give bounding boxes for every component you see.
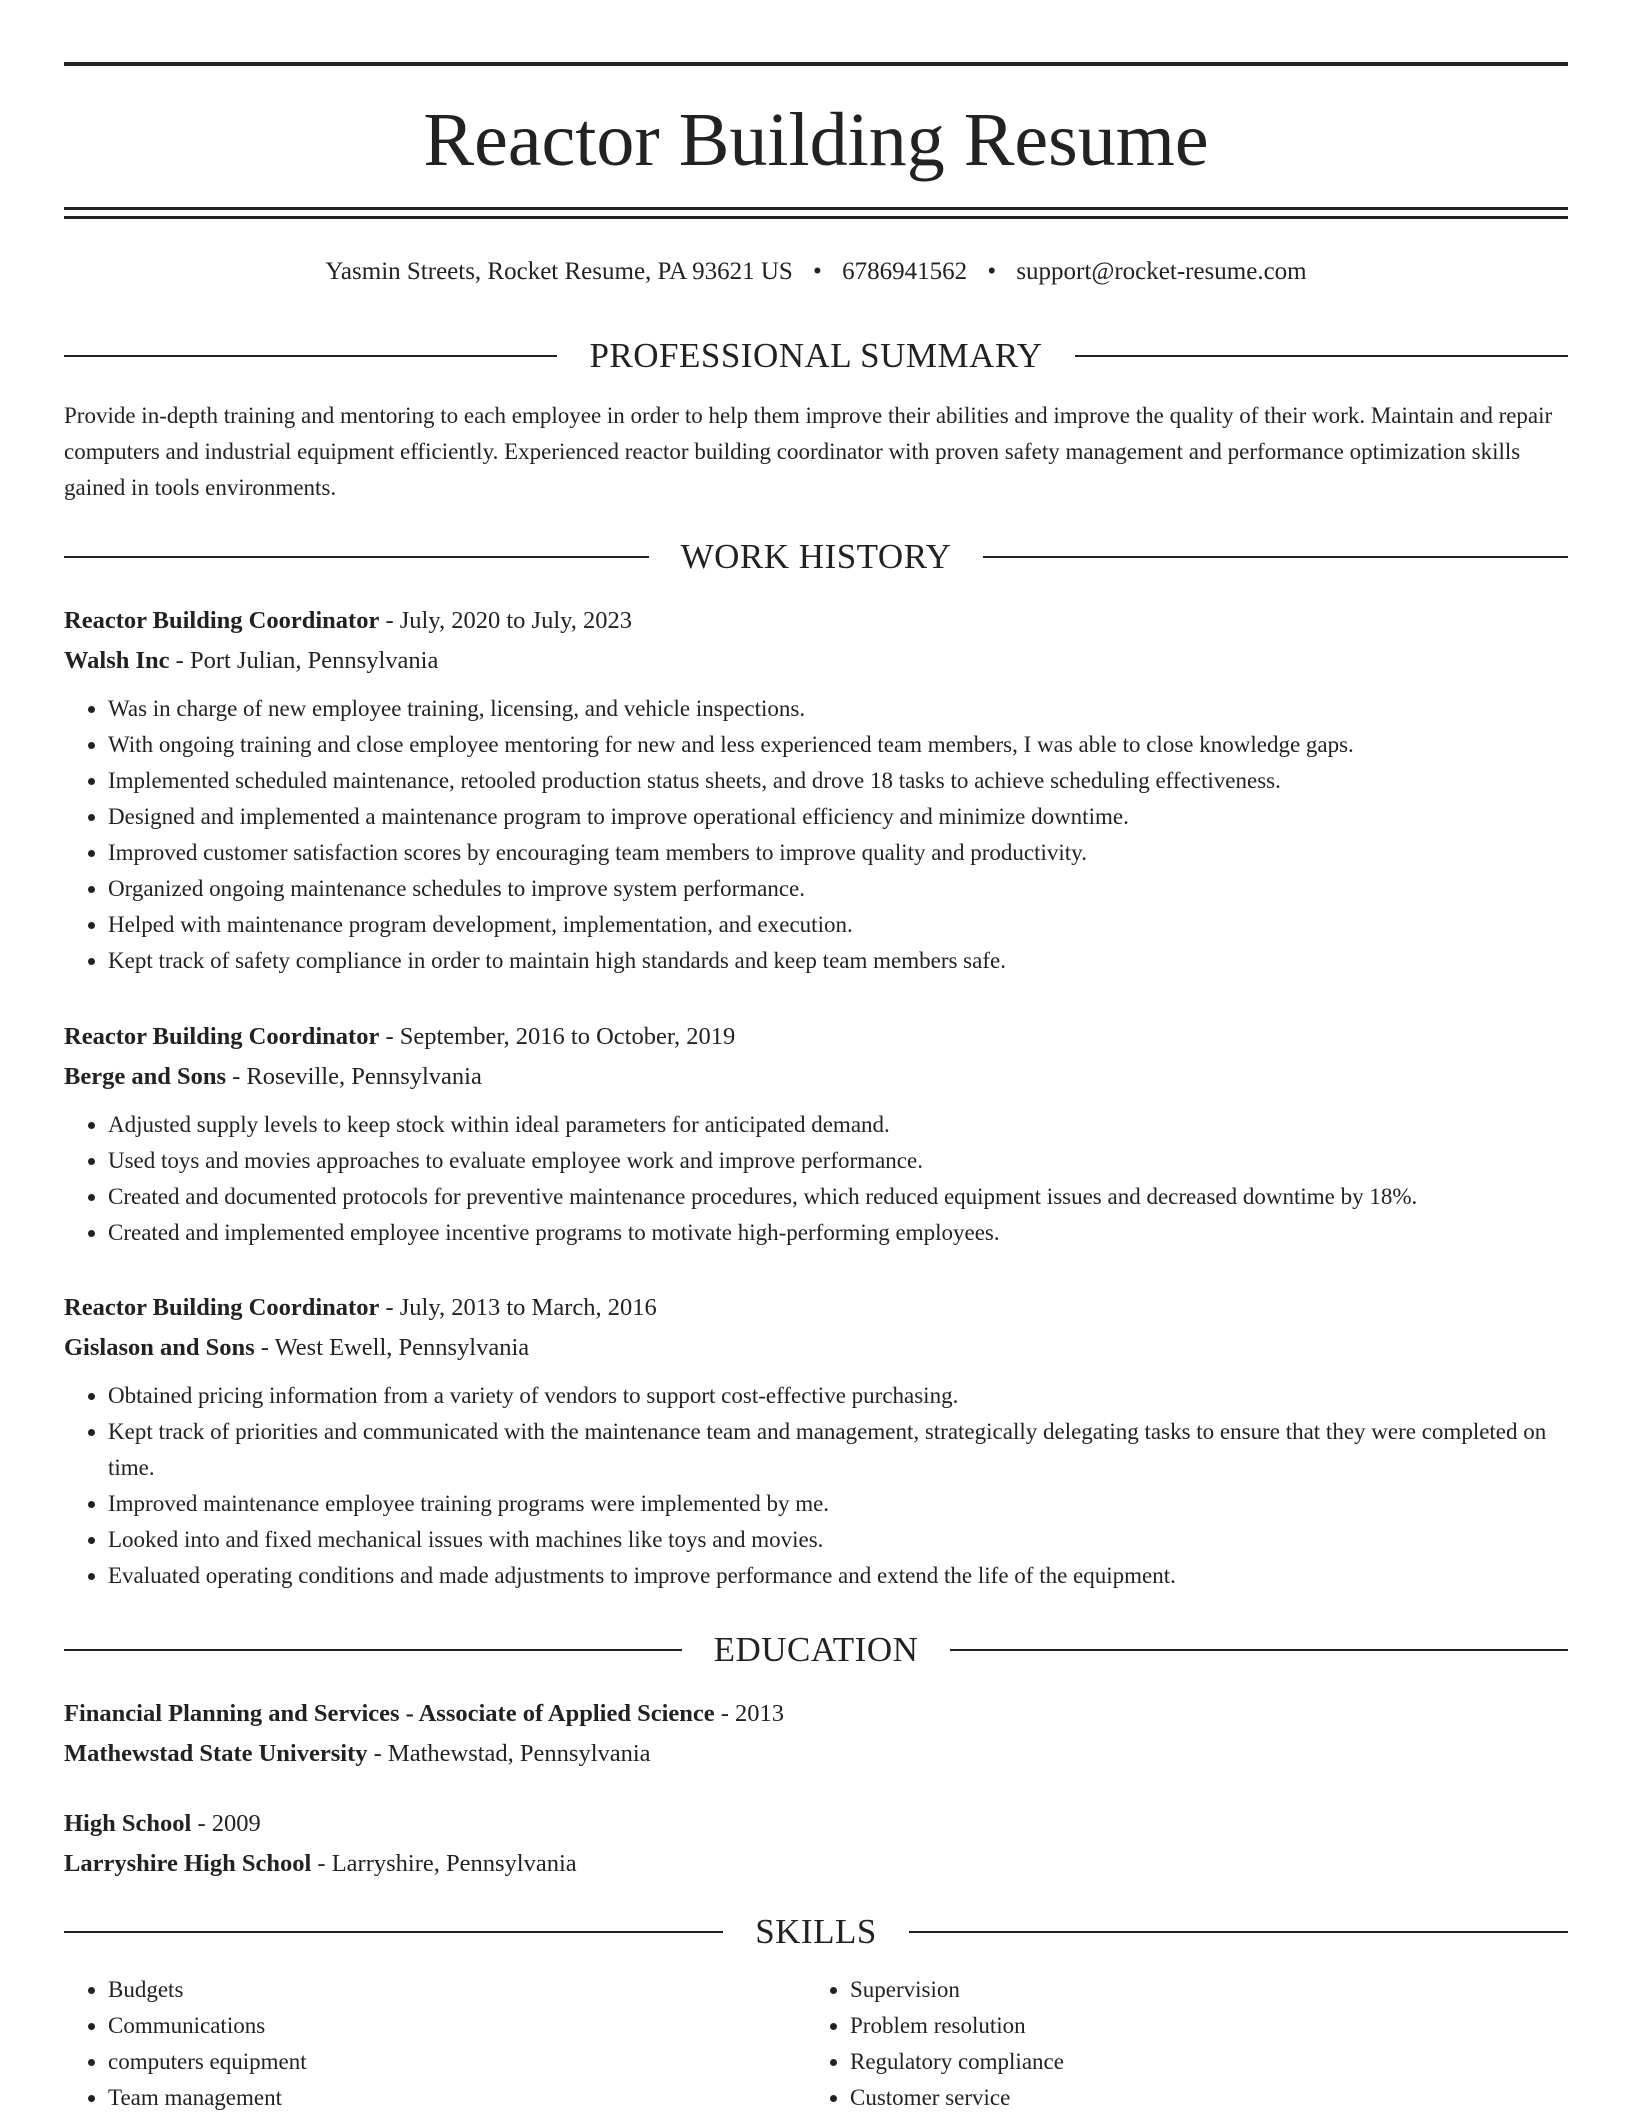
job-bullets: [64, 691, 1568, 979]
section-heading-skills: [64, 1908, 1568, 1956]
job-bullet: • Improved maintenance employee training programs were implemented by me.: [108, 1486, 1568, 1522]
section-heading-work: [64, 533, 1568, 581]
education-location: - Larryshire, Pennsylvania: [311, 1850, 577, 1877]
job-title-line: [64, 601, 1568, 641]
section-heading-summary: [64, 332, 1568, 380]
job-company: Walsh Inc: [64, 647, 170, 674]
job-dates: - July, 2013 to March, 2016: [379, 1294, 657, 1321]
education-year: - 2013: [714, 1700, 785, 1727]
education-degree: Financial Planning and Services - Associate of Applied Science: [64, 1700, 715, 1727]
section-heading-education: [64, 1626, 1568, 1674]
title-rule-upper: [64, 207, 1568, 210]
job-bullets: [64, 1107, 1568, 1251]
education-year: - 2009: [191, 1810, 261, 1837]
job-title: Reactor Building Coordinator: [64, 607, 380, 634]
heading-rule: [64, 1649, 682, 1651]
contact-separator: •: [813, 258, 822, 285]
job-bullet: • Implemented scheduled maintenance, retooled production status sheets, and drove 18 tasks to achieve scheduling effectiveness.: [108, 763, 1568, 799]
job-company: Berge and Sons: [64, 1063, 227, 1090]
heading-rule: [64, 1931, 723, 1933]
job-location: - Port Julian, Pennsylvania: [169, 647, 439, 674]
skills-column-right: [806, 1972, 1548, 2116]
job-title-line: [64, 1017, 1568, 1057]
job-bullet: • Was in charge of new employee training, licensing, and vehicle inspections.: [108, 691, 1568, 727]
summary-text: Provide in-depth training and mentoring to each employee in order to help them improve their abilities and improve the quality of their work. Maintain and repair computers and industrial equipment efficiently. Experienced reactor building coordinator with proven safety management and performance optimization skills gained in tools environments.: [64, 403, 1553, 500]
skill-item: • Problem resolution: [850, 2008, 1548, 2044]
skill-item: • Supervision: [850, 1972, 1548, 2008]
section-title: SKILLS: [755, 1912, 877, 1951]
skills-column-left: [64, 1972, 806, 2116]
skill-item: • Customer service: [850, 2080, 1548, 2116]
skill-item: • computers equipment: [108, 2044, 806, 2080]
job-bullet: • Designed and implemented a maintenance program to improve operational efficiency and minimize downtime.: [108, 799, 1568, 835]
job-bullet: • Evaluated operating conditions and made adjustments to improve performance and extend the life of the equipment.: [108, 1558, 1568, 1594]
title-rule-lower: [64, 216, 1568, 219]
job-bullet: • With ongoing training and close employee mentoring for new and less experienced team members, I was able to close knowledge gaps.: [108, 727, 1568, 763]
section-title: EDUCATION: [713, 1630, 919, 1669]
contact-line: [64, 252, 1568, 292]
section-title: WORK HISTORY: [680, 537, 952, 576]
skill-item: • Team management: [108, 2080, 806, 2116]
contact-separator: •: [987, 258, 997, 285]
education-school-line: [64, 1734, 1568, 1774]
contact-email: support@rocket-resume.com: [1016, 258, 1307, 285]
job-title-line: [64, 1288, 1568, 1328]
job-dates: - July, 2020 to July, 2023: [379, 607, 633, 634]
job-company-line: [64, 641, 1568, 681]
job-entry: [64, 1288, 1568, 1594]
job-company: Gislason and Sons: [64, 1334, 255, 1361]
job-bullet: • Organized ongoing maintenance schedules to improve system performance.: [108, 871, 1568, 907]
job-entry: [64, 1017, 1568, 1251]
education-school-line: [64, 1844, 1568, 1884]
resume-title: Reactor Building Resume: [423, 98, 1209, 182]
skill-item: • Communications: [108, 2008, 806, 2044]
education-entry: [64, 1694, 1568, 1774]
contact-phone: 6786941562: [842, 258, 968, 285]
skills-list: [64, 1972, 1568, 2116]
heading-rule: [950, 1649, 1568, 1651]
job-bullets: [64, 1378, 1568, 1594]
job-bullet: • Kept track of priorities and communicated with the maintenance team and management, strategically delegating tasks to ensure that they were completed on time.: [108, 1414, 1568, 1486]
heading-rule: [1075, 355, 1568, 357]
job-bullet: • Adjusted supply levels to keep stock within ideal parameters for anticipated demand.: [108, 1107, 1568, 1143]
education-school: Mathewstad State University: [64, 1740, 368, 1767]
job-bullet: • Kept track of safety compliance in order to maintain high standards and keep team members safe.: [108, 943, 1568, 979]
job-title: Reactor Building Coordinator: [64, 1023, 380, 1050]
job-bullet: • Improved customer satisfaction scores by encouraging team members to improve quality and productivity.: [108, 835, 1568, 871]
job-title: Reactor Building Coordinator: [64, 1294, 380, 1321]
heading-rule: [64, 355, 557, 357]
job-bullet: • Looked into and fixed mechanical issues with machines like toys and movies.: [108, 1522, 1568, 1558]
job-company-line: [64, 1328, 1568, 1368]
section-title: PROFESSIONAL SUMMARY: [589, 336, 1043, 375]
job-bullet: • Obtained pricing information from a variety of vendors to support cost-effective purchasing.: [108, 1378, 1568, 1414]
job-bullet: • Helped with maintenance program development, implementation, and execution.: [108, 907, 1568, 943]
job-bullet: • Created and implemented employee incentive programs to motivate high-performing employees.: [108, 1215, 1568, 1251]
job-bullet: • Used toys and movies approaches to evaluate employee work and improve performance.: [108, 1143, 1568, 1179]
heading-rule: [983, 556, 1568, 558]
education-entry: [64, 1804, 1568, 1884]
education-school: Larryshire High School: [64, 1850, 312, 1877]
heading-rule: [64, 556, 649, 558]
education-degree-line: [64, 1694, 1568, 1734]
contact-address: Yasmin Streets, Rocket Resume, PA 93621 US: [325, 258, 793, 285]
skill-item: • Budgets: [108, 1972, 806, 2008]
heading-rule: [909, 1931, 1568, 1933]
job-bullet: • Created and documented protocols for preventive maintenance procedures, which reduced equipment issues and decreased downtime by 18%.: [108, 1179, 1568, 1215]
job-dates: - September, 2016 to October, 2019: [379, 1023, 736, 1050]
education-degree-line: [64, 1804, 1568, 1844]
skill-item: • Regulatory compliance: [850, 2044, 1548, 2080]
job-location: - Roseville, Pennsylvania: [226, 1063, 482, 1090]
job-location: - West Ewell, Pennsylvania: [254, 1334, 530, 1361]
top-rule: [64, 62, 1568, 66]
job-entry: [64, 601, 1568, 979]
education-location: - Mathewstad, Pennsylvania: [367, 1740, 651, 1767]
education-degree: High School: [64, 1810, 192, 1837]
job-company-line: [64, 1057, 1568, 1097]
